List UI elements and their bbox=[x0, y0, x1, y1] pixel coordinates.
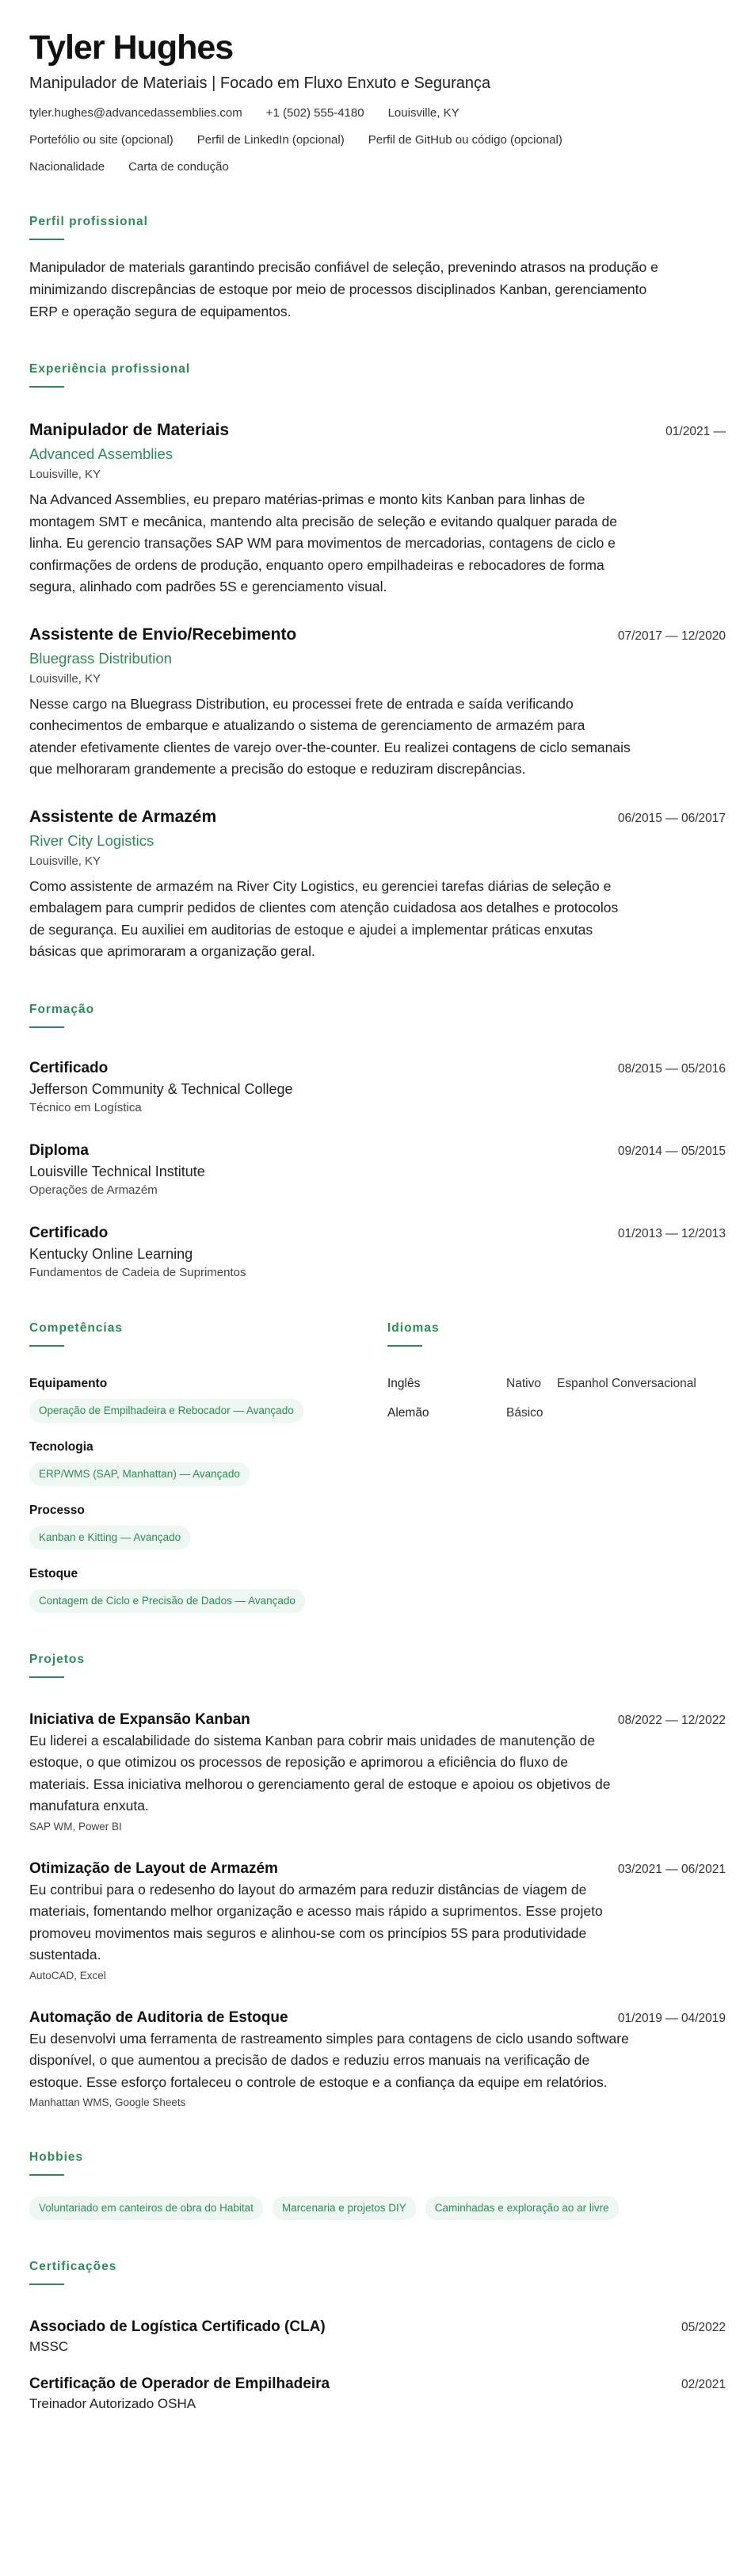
skills-section bbox=[29, 1320, 387, 1613]
skill-chip: Kanban e Kitting — Avançado bbox=[29, 1526, 190, 1550]
job-description: Na Advanced Assemblies, eu preparo matérias-primas e monto kits Kanban para linhas de montagem SMT e mecânica, mantendo alta precisão de seleção e evitando qualquer parada de linha. Eu gerencio transações SAP WM para movimentos de mercadorias, contagens de ciclo e confirmações de ordens de produção, enquanto opero empilhadeiras e rebocadores de forma segura, alinhado com padrões 5S e gerenciamento visual. bbox=[29, 491, 617, 594]
projects-section bbox=[29, 1651, 726, 2112]
education-dates: 01/2013 — 12/2013 bbox=[617, 1226, 726, 1240]
education-dates: 09/2014 — 05/2015 bbox=[617, 1144, 726, 1158]
email-link[interactable]: tyler.hughes@advancedassemblies.com bbox=[29, 106, 242, 120]
job-location: Louisville, KY bbox=[29, 854, 101, 868]
section-title: Hobbies bbox=[29, 2150, 84, 2164]
skill-chip: Operação de Empilhadeira e Rebocador — Avançado bbox=[29, 1399, 303, 1423]
section-divider bbox=[29, 386, 64, 388]
section-divider bbox=[29, 1026, 64, 1028]
github-link[interactable]: Perfil de GitHub ou código (opcional) bbox=[368, 133, 562, 147]
section-divider bbox=[29, 2174, 64, 2176]
job-description: Nesse cargo na Bluegrass Distribution, eu processei frete de entrada e saída verificando conhecimentos de embarque e atualizando o sistema de gerenciamento de armazém para atender efetivamente clientes de varejo over-the-counter. Eu realizei contagens de ciclo semanais que melhoraram grandemente a precisão do estoque e reduziram discrepâncias. bbox=[29, 695, 631, 777]
section-divider bbox=[387, 1345, 422, 1347]
contact-row bbox=[29, 105, 726, 121]
school-name: Louisville Technical Institute bbox=[29, 1163, 205, 1179]
hobbies-list bbox=[29, 2196, 726, 2220]
skills-languages-row bbox=[29, 1320, 726, 1613]
skill-group bbox=[29, 1375, 387, 1423]
project-tech: SAP WM, Power BI bbox=[29, 1820, 122, 1833]
skill-category: Tecnologia bbox=[29, 1439, 93, 1454]
company-name: Bluegrass Distribution bbox=[29, 649, 172, 667]
job-entry bbox=[29, 419, 726, 598]
hobbies-section bbox=[29, 2149, 726, 2220]
project-entry bbox=[29, 1710, 726, 1835]
project-dates: 08/2022 — 12/2022 bbox=[617, 1713, 726, 1727]
education-entry bbox=[29, 1223, 726, 1282]
language-row bbox=[387, 1375, 726, 1393]
linkedin-link[interactable]: Perfil de LinkedIn (opcional) bbox=[196, 133, 345, 147]
company-name: River City Logistics bbox=[29, 831, 154, 849]
skill-category: Equipamento bbox=[29, 1376, 108, 1390]
job-title: Manipulador de Materiais bbox=[29, 421, 230, 439]
phone-number[interactable]: +1 (502) 555-4180 bbox=[265, 106, 364, 120]
candidate-name: Tyler Hughes bbox=[29, 29, 234, 67]
project-tech: AutoCAD, Excel bbox=[29, 1969, 106, 1982]
field-of-study: Operações de Armazém bbox=[29, 1183, 158, 1197]
certification-entry bbox=[29, 2374, 726, 2414]
school-name: Kentucky Online Learning bbox=[29, 1245, 193, 1262]
field-of-study: Fundamentos de Cadeia de Suprimentos bbox=[29, 1265, 246, 1279]
skill-group bbox=[29, 1565, 387, 1613]
links-row bbox=[29, 132, 726, 148]
personal-row bbox=[29, 159, 726, 175]
certification-entry bbox=[29, 2317, 726, 2356]
languages-list bbox=[387, 1375, 726, 1422]
project-title: Otimização de Layout de Armazém bbox=[29, 1859, 278, 1877]
company-name: Advanced Assemblies bbox=[29, 445, 173, 462]
hobby-chip: Voluntariado em canteiros de obra do Habitat bbox=[29, 2196, 263, 2220]
job-title: Assistente de Armazém bbox=[29, 807, 217, 826]
certifications-section bbox=[29, 2258, 726, 2414]
hobby-chip: Caminhadas e exploração ao ar livre bbox=[425, 2196, 619, 2220]
school-name: Jefferson Community & Technical College bbox=[29, 1080, 293, 1097]
education-dates: 08/2015 — 05/2016 bbox=[617, 1061, 726, 1076]
language-extra: Espanhol Conversacional bbox=[557, 1376, 696, 1390]
location: Louisville, KY bbox=[387, 106, 459, 120]
skill-category: Estoque bbox=[29, 1566, 78, 1580]
language-row bbox=[387, 1405, 726, 1422]
project-dates: 01/2019 — 04/2019 bbox=[617, 2011, 726, 2025]
certification-name: Associado de Logística Certificado (CLA) bbox=[29, 2318, 326, 2335]
education-section bbox=[29, 1001, 726, 1282]
certification-issuer: MSSC bbox=[29, 2339, 69, 2354]
languages-section bbox=[387, 1320, 726, 1613]
project-description: Eu desenvolvi uma ferramenta de rastreamento simples para contagens de ciclo usando software disponível, o que aumentou a precisão de dados e reduziu erros manuais na verificação de estoque. Esse esforço fortaleceu o controle de estoque e a confiança da equipe em relatórios. bbox=[29, 2030, 629, 2090]
summary-text: Manipulador de materials garantindo precisão confiável de seleção, prevenindo atrasos na produção e minimizando discrepâncias de estoque por meio de processos disciplinados Kanban, gerenciamento ERP e operação segura de equipamentos. bbox=[29, 259, 658, 319]
job-location: Louisville, KY bbox=[29, 468, 101, 481]
field-of-study: Técnico em Logística bbox=[29, 1100, 142, 1114]
hobby-chip: Marcenaria e projetos DIY bbox=[273, 2196, 416, 2220]
education-entry bbox=[29, 1141, 726, 1199]
skill-category: Processo bbox=[29, 1503, 85, 1517]
job-dates: 07/2017 — 12/2020 bbox=[617, 629, 726, 643]
project-tech: Manhattan WMS, Google Sheets bbox=[29, 2096, 186, 2108]
project-description: Eu liderei a escalabilidade do sistema Kanban para cobrir mais unidades de manutenção de estoque, o que otimizou os processos de reposição e aprimorou a eficiência do fluxo de materiais. Essa iniciativa melhorou o gerenciamento geral de estoque e apoiou os objetivos de manufatura enxuta. bbox=[29, 1732, 611, 1814]
section-title: Formação bbox=[29, 1002, 95, 1016]
job-title: Assistente de Envio/Recebimento bbox=[29, 625, 297, 644]
section-title: Idiomas bbox=[387, 1320, 440, 1335]
skill-group bbox=[29, 1502, 387, 1550]
language-level: Nativo bbox=[506, 1376, 541, 1390]
summary-section bbox=[29, 213, 726, 323]
job-entry bbox=[29, 806, 726, 963]
resume-header bbox=[29, 24, 726, 175]
project-description: Eu contribui para o redesenho do layout do armazém para reduzir distâncias de viagem de materiais, fomentando melhor organização e acesso mais rápido a suprimentos. Esse projeto promoveu movimentos mais seguros e alinhou-se com os princípios 5S para produtividade sustentada. bbox=[29, 1881, 603, 1963]
section-title: Projetos bbox=[29, 1652, 86, 1666]
job-dates: 06/2015 — 06/2017 bbox=[617, 811, 726, 825]
language-level: Básico bbox=[506, 1405, 543, 1420]
job-dates: 01/2021 — bbox=[665, 425, 726, 438]
skill-chip: Contagem de Ciclo e Precisão de Dados — Avançado bbox=[29, 1589, 305, 1613]
section-title: Certificações bbox=[29, 2260, 117, 2273]
experience-section bbox=[29, 361, 726, 963]
driving-license: Carta de condução bbox=[128, 160, 229, 174]
certification-name: Certificação de Operador de Empilhadeira bbox=[29, 2375, 330, 2392]
section-divider bbox=[29, 1676, 64, 1678]
section-divider bbox=[29, 239, 64, 240]
project-title: Iniciativa de Expansão Kanban bbox=[29, 1710, 250, 1728]
headline: Manipulador de Materiais | Focado em Fluxo Enxuto e Segurança bbox=[29, 75, 491, 92]
job-description: Como assistente de armazém na River City Logistics, eu gerenciei tarefas diárias de seleção e embalagem para cumprir pedidos de clientes com atenção cuidadosa aos detalhes e protocolos de segurança. Eu auxiliei em auditorias de estoque e ajudei a implementar práticas enxutas básicas que aprimoraram a organização geral. bbox=[29, 877, 619, 959]
section-title: Perfil profissional bbox=[29, 215, 148, 228]
project-entry bbox=[29, 1859, 726, 1984]
skill-group bbox=[29, 1439, 387, 1486]
language-name: Inglês bbox=[387, 1376, 421, 1390]
section-divider bbox=[29, 1345, 64, 1347]
certification-date: 05/2022 bbox=[681, 2321, 726, 2334]
certification-issuer: Treinador Autorizado OSHA bbox=[29, 2396, 196, 2411]
nationality: Nacionalidade bbox=[29, 160, 105, 174]
section-title: Experiência profissional bbox=[29, 362, 191, 376]
job-entry bbox=[29, 624, 726, 781]
project-entry bbox=[29, 2008, 726, 2112]
education-entry bbox=[29, 1058, 726, 1117]
project-title: Automação de Auditoria de Estoque bbox=[29, 2008, 288, 2026]
degree: Certificado bbox=[29, 1059, 109, 1076]
section-divider bbox=[29, 2284, 64, 2285]
section-title: Competências bbox=[29, 1320, 123, 1335]
certification-date: 02/2021 bbox=[681, 2378, 726, 2391]
degree: Diploma bbox=[29, 1141, 89, 1159]
degree: Certificado bbox=[29, 1224, 109, 1241]
portfolio-link[interactable]: Portefólio ou site (opcional) bbox=[29, 133, 173, 147]
job-location: Louisville, KY bbox=[29, 671, 101, 686]
language-name: Alemão bbox=[387, 1405, 429, 1420]
skill-chip: ERP/WMS (SAP, Manhattan) — Avançado bbox=[29, 1462, 250, 1486]
project-dates: 03/2021 — 06/2021 bbox=[617, 1862, 726, 1876]
